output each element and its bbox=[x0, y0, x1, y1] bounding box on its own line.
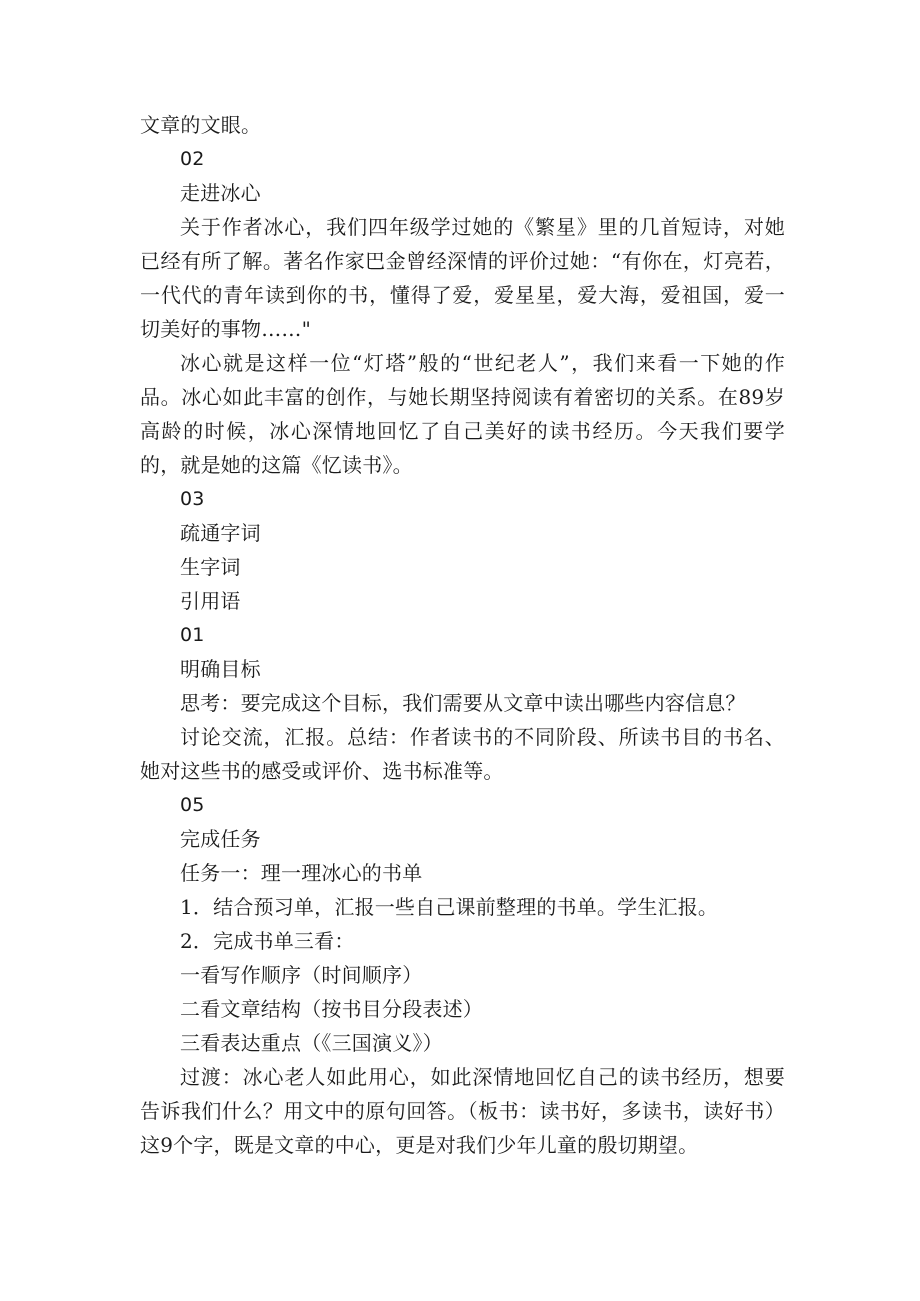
paragraph: 过渡：冰心老人如此用心，如此深情地回忆自己的读书经历，想要告诉我们什么？用文中的原句回答。（板书：读书好，多读书，读好书）这9个字，既是文章的中心，更是对我们少年儿童的殷切期望。 bbox=[140, 1065, 785, 1157]
section-number: 02 bbox=[180, 148, 205, 170]
section-heading: 明确目标 bbox=[180, 657, 261, 681]
section-number: 01 bbox=[180, 624, 205, 646]
paragraph: 关于作者冰心，我们四年级学过她的《繁星》里的几首短诗，对她已经有所了解。著名作家巴金曾经深情的评价过她：“有你在，灯亮若，一代代的青年读到你的书，懂得了爱，爱星星，爱大海，爱祖国，爱一切美好的事物……" bbox=[140, 215, 785, 341]
task-heading: 任务一：理一理冰心的书单 bbox=[180, 861, 423, 885]
section-heading: 走进冰心 bbox=[180, 181, 261, 205]
document-body bbox=[140, 108, 785, 1162]
text-line: 二看文章结构（按书目分段表述） bbox=[180, 997, 483, 1021]
paragraph: 冰心就是这样一位“灯塔”般的“世纪老人”，我们来看一下她的作品。冰心如此丰富的创作，与她长期坚持阅读有着密切的关系。在89岁高龄的时候，冰心深情地回忆了自己美好的读书经历。今天我们要学的，就是她的这篇《忆读书》。 bbox=[140, 351, 785, 477]
section-number: 03 bbox=[180, 488, 205, 510]
paragraph: 讨论交流，汇报。总结：作者读书的不同阶段、所读书目的书名、她对这些书的感受或评价、选书标准等。 bbox=[140, 725, 785, 783]
text-line: 一看写作顺序（时间顺序） bbox=[180, 963, 423, 987]
section-number: 05 bbox=[180, 794, 205, 816]
text-line: 文章的文眼。 bbox=[140, 113, 262, 137]
section-heading: 完成任务 bbox=[180, 827, 261, 851]
text-line: 生字词 bbox=[180, 555, 241, 579]
section-heading: 疏通字词 bbox=[180, 521, 261, 545]
list-item: 1．结合预习单，汇报一些自己课前整理的书单。学生汇报。 bbox=[180, 895, 719, 919]
text-line: 思考：要完成这个目标，我们需要从文章中读出哪些内容信息？ bbox=[180, 691, 746, 715]
text-line: 引用语 bbox=[180, 589, 241, 613]
list-item: 2．完成书单三看： bbox=[180, 929, 355, 953]
text-line: 三看表达重点（《三国演义》） bbox=[180, 1031, 443, 1055]
